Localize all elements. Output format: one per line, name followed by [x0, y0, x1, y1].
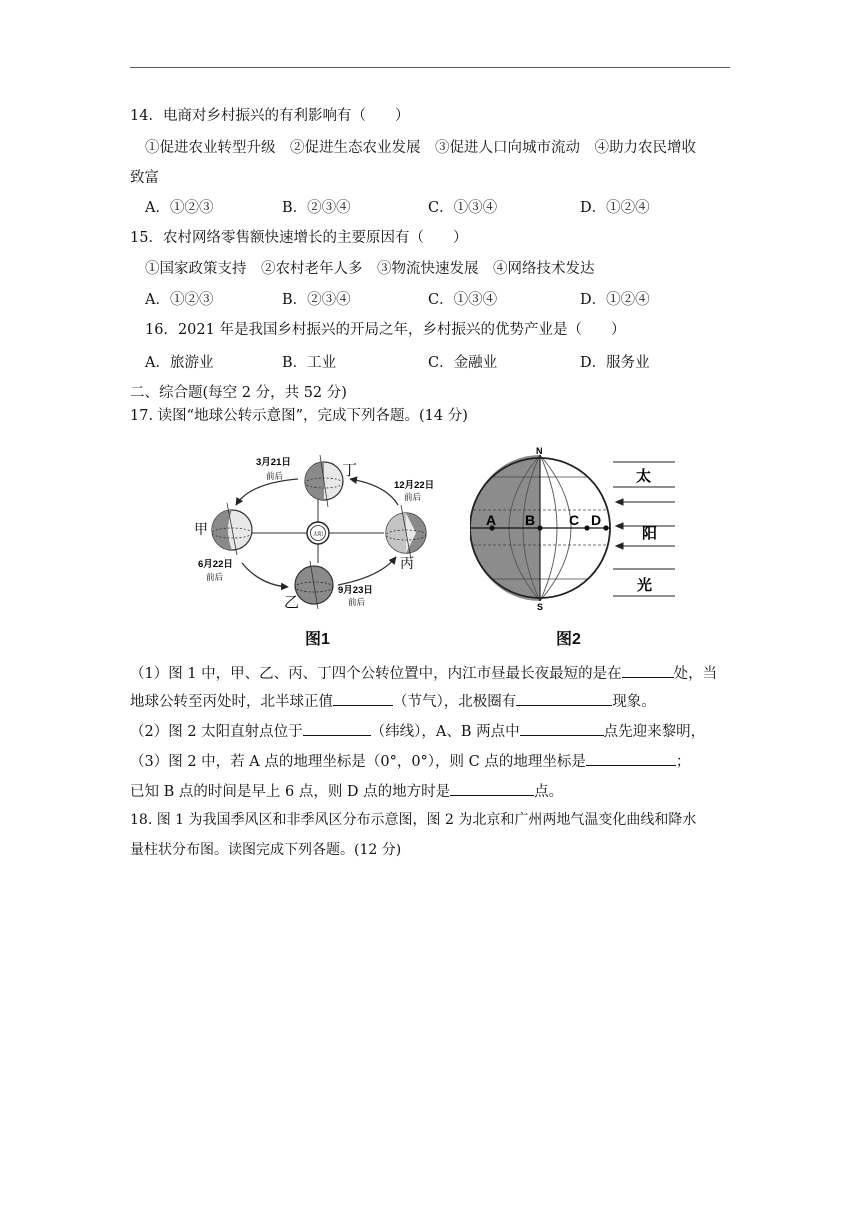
q14-stem: 14．电商对乡村振兴的有利影响有（ ）: [130, 108, 410, 124]
q18-line1: 18. 图 1 为我国季风区和非季风区分布示意图，图 2 为北京和广州两地气温变化曲线和降水: [130, 812, 697, 828]
label-dec22-sub: 前后: [404, 492, 422, 502]
q15-option-d: D．①②④: [580, 292, 650, 308]
sun-label: 太阳: [312, 531, 324, 538]
label-sep23-sub: 前后: [348, 597, 366, 607]
q17-part3-text-a: （3）图 2 中，若 A 点的地理坐标是（0°，0°），则 C 点的地理坐标是: [130, 754, 586, 770]
q15-option-c: C．①③④: [428, 292, 498, 308]
label-bing: 丙: [400, 555, 414, 571]
q16-option-d: D．服务业: [580, 355, 650, 371]
q16-option-c: C．金融业: [428, 355, 498, 371]
label-tai: 太: [636, 468, 652, 485]
q14-items-line2: 致富: [130, 170, 159, 186]
q15-option-a: A．①②③: [145, 292, 214, 308]
answer-blank-1[interactable]: [622, 662, 674, 678]
q17-part3-text-b: ；: [675, 754, 691, 770]
q14-option-c: C．①③④: [428, 200, 498, 216]
label-dec22: 12月22日: [394, 480, 435, 491]
q17-part1-text-a: （1）图 1 中，甲、乙、丙、丁四个公转位置中，内江市昼最长夜最短的是在: [130, 666, 622, 682]
label-jia: 甲: [194, 521, 208, 537]
revolution-diagram: [190, 445, 460, 615]
q17-part2-text-a: （2）图 2 太阳直射点位于: [130, 724, 303, 740]
orbit-arrow-yi-bing: [338, 557, 396, 585]
q17-part1-text-e: 现象。: [612, 694, 656, 710]
q17-part1-text-d: （节气），北极圈有: [393, 694, 517, 710]
q17-part2-line: [130, 720, 705, 742]
q15-option-b: B．②③④: [282, 292, 351, 308]
earth-ding: [305, 455, 343, 507]
label-jun22-sub: 前后: [206, 572, 224, 582]
answer-blank-6[interactable]: [586, 750, 676, 766]
answer-blank-7[interactable]: [450, 780, 534, 796]
illumination-diagram: [470, 445, 690, 615]
q17-part1-text-c: 地球公转至丙处时，北半球正值: [130, 694, 333, 710]
earth-bing: [386, 505, 426, 559]
answer-blank-2[interactable]: [333, 690, 393, 706]
label-b: B: [525, 512, 536, 528]
point-d: [603, 525, 608, 530]
header-rule: [130, 67, 730, 68]
label-c: C: [569, 512, 580, 528]
q17-part3-text-d: 点。: [534, 784, 564, 800]
orbit-arrow-ding-jia: [236, 479, 298, 505]
q16-option-a: A．旅游业: [145, 355, 214, 371]
q17-stem: 17. 读图“地球公转示意图”，完成下列各题。(14 分): [130, 408, 468, 424]
label-a: A: [486, 512, 497, 528]
label-sep23: 9月23日: [338, 585, 373, 596]
q15-items: ①国家政策支持 ②农村老年人多 ③物流快速发展 ④网络技术发达: [145, 261, 595, 277]
answer-blank-3[interactable]: [516, 690, 612, 706]
q15-stem: 15．农村网络零售额快速增长的主要原因有（ ）: [130, 230, 468, 246]
fig1-caption: 图1: [305, 631, 330, 648]
q14-option-d: D．①②④: [580, 200, 650, 216]
orbit-arrow-bing-ding: [350, 479, 398, 505]
answer-blank-4[interactable]: [303, 720, 371, 736]
sun-icon: [307, 522, 329, 544]
q17-part3-line1: [130, 750, 690, 772]
earth-yi: [295, 561, 333, 609]
label-yang: 阳: [642, 525, 658, 542]
label-jun22: 6月22日: [198, 559, 233, 570]
earth-jia: [212, 503, 252, 555]
q17-part1-text-b: 处，当: [673, 666, 718, 682]
q17-part2-text-b: （纬线），A、B 两点中: [370, 724, 520, 740]
section2-heading: 二、综合题(每空 2 分，共 52 分): [130, 385, 347, 401]
q17-part3-text-c: 已知 B 点的时间是早上 6 点，则 D 点的地方时是: [130, 784, 451, 800]
q17-part1-line1: [130, 662, 717, 684]
q18-line2: 量柱状分布图。读图完成下列各题。(12 分): [130, 842, 402, 858]
label-s: S: [537, 602, 544, 612]
answer-blank-5[interactable]: [520, 720, 604, 736]
label-mar21-sub: 前后: [266, 471, 284, 481]
q17-part3-line2: [130, 780, 563, 802]
label-guang: 光: [637, 577, 653, 594]
label-mar21: 3月21日: [256, 457, 291, 468]
q17-part1-line2: [130, 690, 656, 712]
label-n: N: [536, 446, 543, 456]
q16-option-b: B．工业: [282, 355, 337, 371]
label-ding: 丁: [342, 462, 358, 479]
q17-part2-text-c: 点先迎来黎明，: [603, 724, 706, 740]
q14-option-b: B．②③④: [282, 200, 351, 216]
q14-option-a: A．①②③: [145, 200, 214, 216]
point-b: [537, 525, 542, 530]
fig2-caption: 图2: [556, 631, 581, 648]
label-yi: 乙: [284, 594, 300, 611]
point-c: [584, 525, 589, 530]
label-d: D: [591, 512, 602, 528]
q16-stem: 16．2021 年是我国乡村振兴的开局之年，乡村振兴的优势产业是（ ）: [145, 322, 626, 338]
q14-items-line1: ①促进农业转型升级 ②促进生态农业发展 ③促进人口向城市流动 ④助力农民增收: [145, 140, 696, 156]
orbit-arrow-jia-yi: [242, 563, 288, 587]
